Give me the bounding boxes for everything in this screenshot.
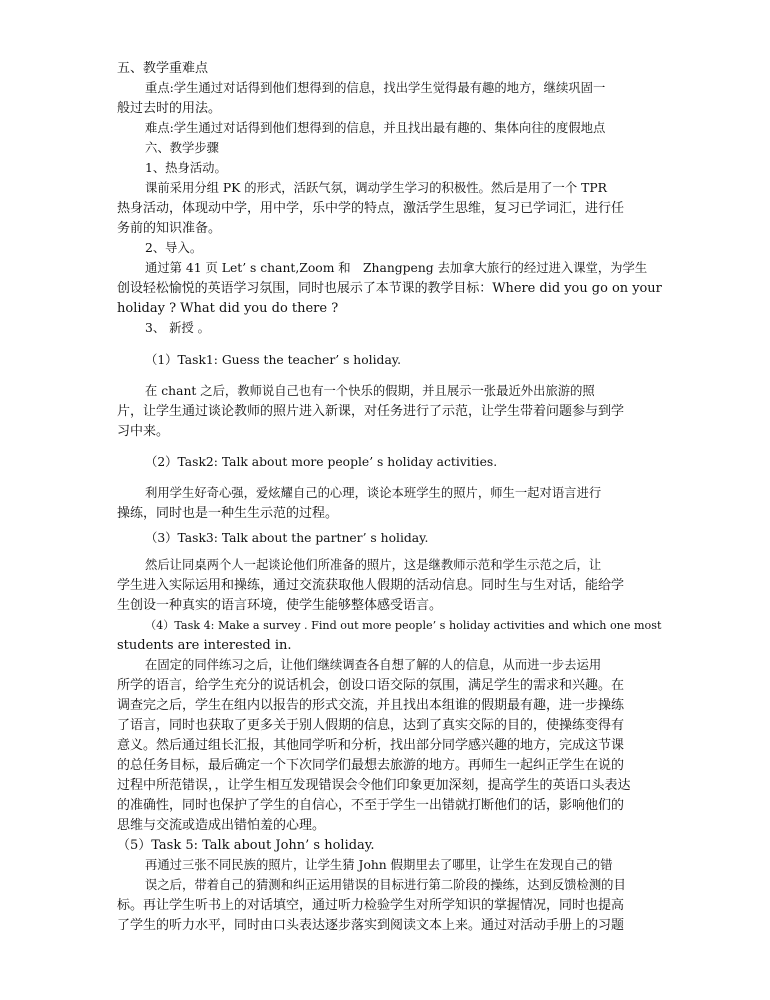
paragraph-line: 在 chant 之后，教师说自己也有一个快乐的假期，并且展示一张最近外出旅游的照 (145, 384, 595, 398)
paragraph-line: 务前的知识准备。 (117, 221, 222, 236)
paragraph-line: 课前采用分组 PK 的形式，活跃气氛，调动学生学习的积极性。然后是用了一个 TPR (145, 181, 607, 195)
step-heading: 3、 新授 。 (145, 321, 210, 335)
task-heading: （3）Task3: Talk about the partner’ s holiday. (145, 531, 429, 545)
paragraph-line: 习中来。 (117, 424, 170, 439)
paragraph-line: 重点:学生通过对话得到他们想得到的信息，找出学生觉得最有趣的地方，继续巩固一 (145, 81, 606, 95)
step-heading: 2、导入。 (145, 241, 203, 255)
paragraph-line: 过程中所范错误，，让学生相互发现错误会令他们印象更加深刻，提高学生的英语口头表达 (117, 778, 631, 793)
paragraph-line: 通过第 41 页 Let’ s chant,Zoom 和 Zhangpeng 去加拿大旅行的经过进入课堂，为学生 (145, 261, 648, 275)
paragraph-line: 利用学生好奇心强，爱炫耀自己的心理，谈论本班学生的照片，师生一起对语言进行 (145, 486, 602, 500)
paragraph-line: 生创设一种真实的语言环境，使学生能够整体感受语言。 (117, 598, 443, 613)
paragraph-line: 的准确性，同时也保护了学生的自信心，不至于学生一出错就打断他们的话，影响他们的 (117, 798, 625, 813)
paragraph-line: 在固定的同伴练习之后，让他们继续调查各自想了解的人的信息，从而进一步去运用 (145, 658, 602, 672)
paragraph-line: 的总任务目标，最后确定一个下次同学们最想去旅游的地方。再师生一起纠正学生在说的 (117, 758, 625, 773)
paragraph-line: 难点:学生通过对话得到他们想得到的信息，并且找出最有趣的、集体向往的度假地点 (145, 121, 606, 135)
paragraph-line: 所学的语言，给学生充分的说话机会，创设口语交际的氛围，满足学生的需求和兴趣。在 (117, 678, 625, 693)
paragraph-line: 意义。然后通过组长汇报，其他同学听和分析，找出部分同学感兴趣的地方，完成这节课 (117, 738, 625, 753)
paragraph-line: 思维与交流或造成出错怕羞的心理。 (117, 818, 326, 833)
task-heading: 再通过三张不同民族的照片，让学生猜 John 假期里去了哪里，让学生在发现自己的错 (145, 858, 613, 872)
paragraph-line: 误之后，带着自己的猜测和纠正运用错误的目标进行第二阶段的操练，达到反馈检测的目 (145, 878, 626, 892)
paragraph-line: （5）Task 5: Talk about John’ s holiday. (117, 838, 375, 853)
section-heading-key-points: 五、教学重难点 (117, 61, 209, 76)
task-heading: （4）Task 4: Make a survey . Find out more people’ s holiday activities and which one most (145, 619, 662, 632)
task-heading-continued: students are interested in. (117, 638, 292, 653)
paragraph-line: 然后让同桌两个人一起谈论他们所准备的照片，这是继教师示范和学生示范之后，让 (145, 558, 602, 572)
paragraph-line: 调查完之后，学生在组内以报告的形式交流，并且找出本组谁的假期最有趣，进一步操练 (117, 698, 625, 713)
section-heading-steps: 六、教学步骤 (145, 141, 219, 155)
step-heading: 1、热身活动。 (145, 161, 227, 175)
paragraph-line: 学生进入实际运用和操练，通过交流获取他人假期的活动信息。同时生与生对话，能给学 (117, 578, 625, 593)
paragraph-line: 操练，同时也是一种生生示范的过程。 (117, 506, 339, 521)
paragraph-line: 热身活动，体现动中学，用中学，乐中学的特点，激活学生思维，复习已学词汇，进行任 (117, 201, 625, 216)
paragraph-line: 标。再让学生听书上的对话填空，通过听力检验学生对所学知识的掌握情况，同时也提高 (117, 898, 625, 913)
paragraph-line: 片，让学生通过谈论教师的照片进入新课，对任务进行了示范，让学生带着问题参与到学 (117, 404, 625, 419)
task-heading: （2）Task2: Talk about more people’ s holiday activities. (145, 455, 498, 469)
paragraph-line: 了语言，同时也获取了更多关于别人假期的信息，达到了真实交际的目的，使操练变得有 (117, 718, 625, 733)
paragraph-line: holiday ? What did you do there ? (117, 301, 339, 316)
paragraph-line: 了学生的听力水平，同时由口头表达逐步落实到阅读文本上来。通过对活动手册上的习题 (117, 918, 625, 933)
paragraph-line: 般过去时的用法。 (117, 101, 222, 116)
task-heading: （1）Task1: Guess the teacher’ s holiday. (145, 353, 402, 367)
paragraph-line: 创设轻松愉悦的英语学习氛围，同时也展示了本节课的教学目标：Where did you go on your (117, 281, 662, 296)
